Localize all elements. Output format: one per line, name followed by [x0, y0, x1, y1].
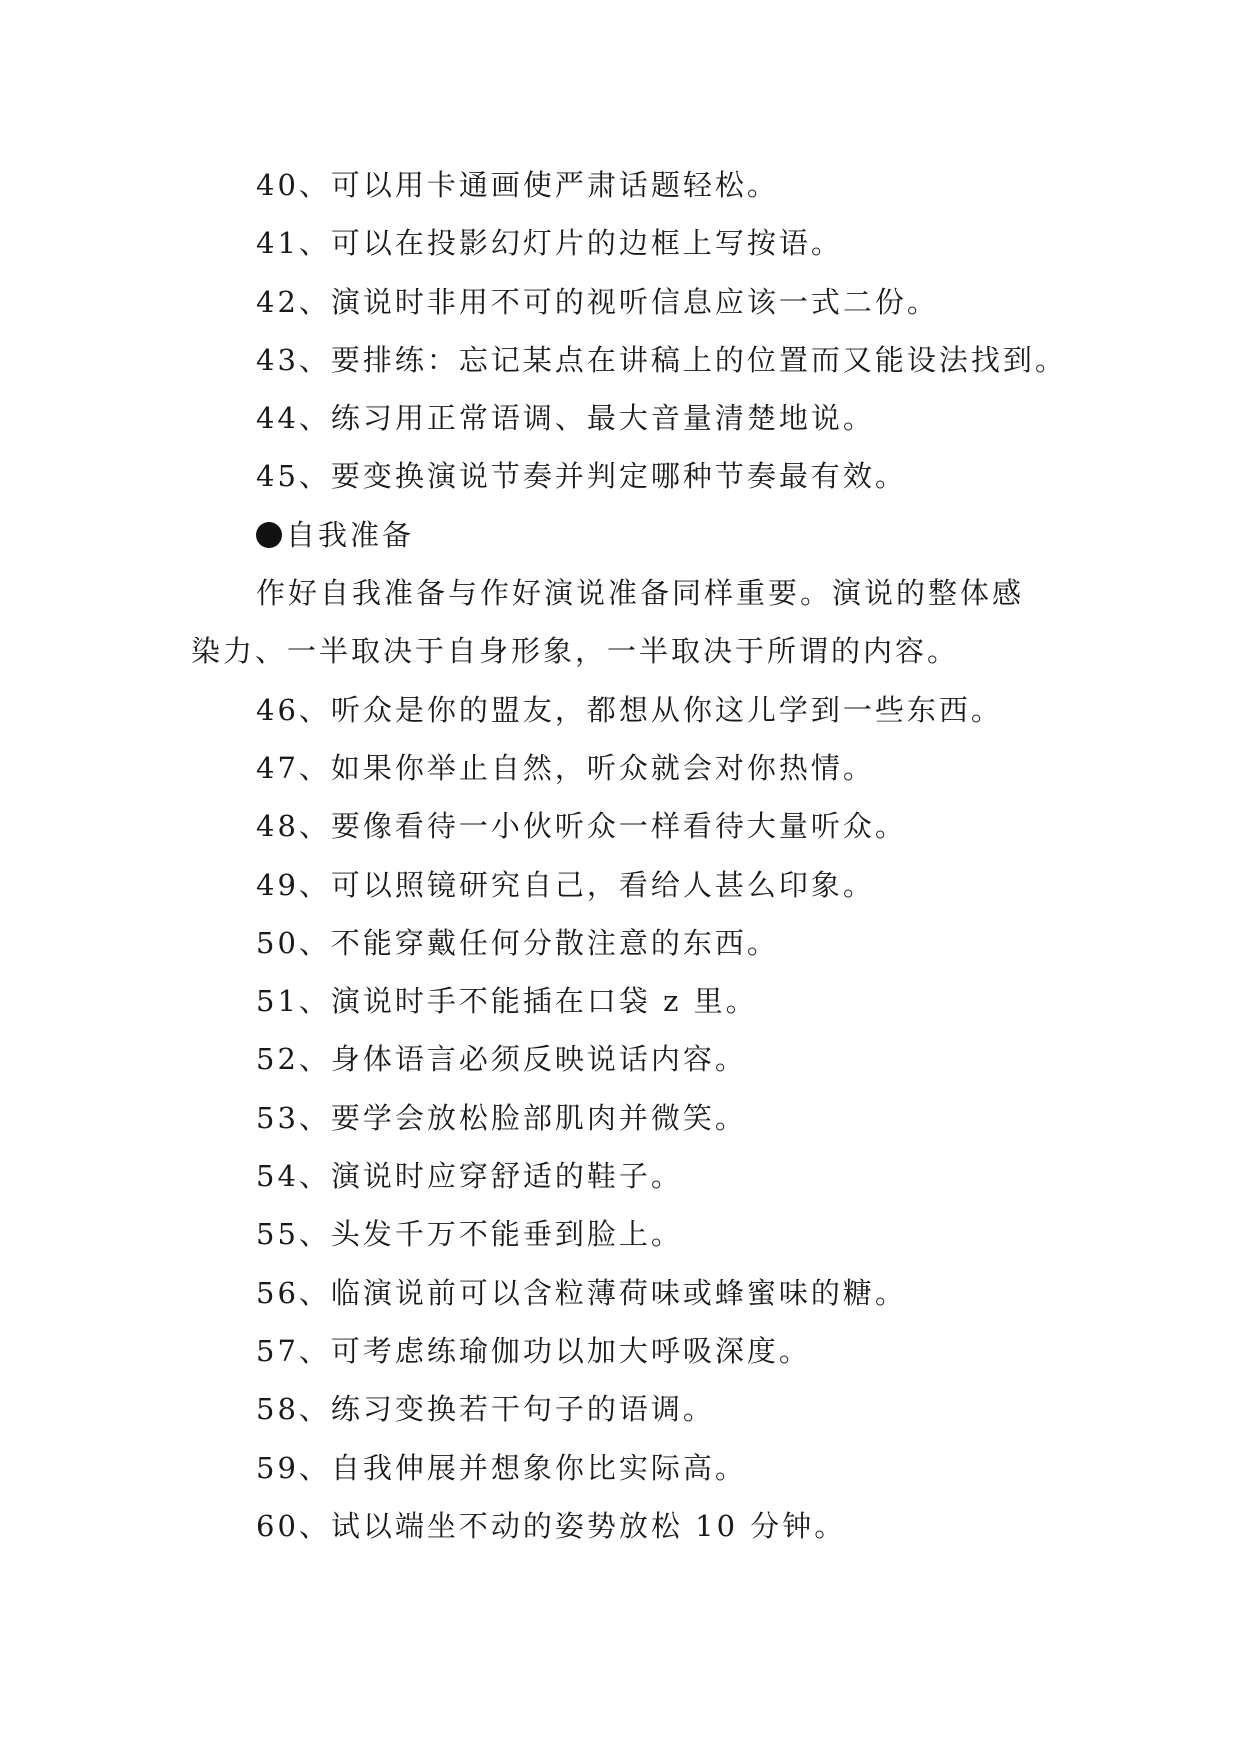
- list-item: 60、试以端坐不动的姿势放松 10 分钟。: [256, 1508, 847, 1543]
- paragraph-line: 染力、一半取决于自身形象，一半取决于所谓的内容。: [191, 634, 960, 669]
- list-item: 52、身体语言必须反映说话内容。: [256, 1042, 747, 1077]
- section-heading: [191, 506, 1071, 564]
- list-item: 51、演说时手不能插在口袋 z 里。: [256, 984, 758, 1019]
- list-item: 53、要学会放松脸部肌肉并微笑。: [256, 1100, 747, 1135]
- list-item: 55、头发千万不能垂到脸上。: [256, 1217, 683, 1252]
- list-item: 45、要变换演说节奏并判定哪种节奏最有效。: [256, 459, 907, 494]
- list-item: 42、演说时非用不可的视听信息应该一式二份。: [256, 284, 939, 319]
- list-item: 44、练习用正常语调、最大音量清楚地说。: [256, 401, 875, 436]
- document-body: [191, 156, 1071, 1555]
- list-item: 43、要排练：忘记某点在讲稿上的位置而又能设法找到。: [256, 342, 1067, 377]
- list-item: 49、可以照镜研究自己，看给人甚么印象。: [256, 867, 875, 902]
- list-item: 54、演说时应穿舒适的鞋子。: [256, 1159, 683, 1194]
- list-item: 58、练习变换若干句子的语调。: [256, 1392, 715, 1427]
- list-item: 47、如果你举止自然，听众就会对你热情。: [256, 750, 875, 785]
- list-item: 40、可以用卡通画使严肃话题轻松。: [256, 168, 779, 202]
- paragraph-line: 作好自我准备与作好演说准备同样重要。演说的整体感: [256, 576, 1025, 611]
- list-item: 57、可考虑练瑜伽功以加大呼吸深度。: [256, 1333, 811, 1368]
- bullet-icon: [256, 522, 282, 548]
- list-item: 59、自我伸展并想象你比实际高。: [256, 1450, 747, 1485]
- list-item: 48、要像看待一小伙听众一样看待大量听众。: [256, 809, 907, 844]
- list-item: 46、听众是你的盟友，都想从你这儿学到一些东西。: [256, 692, 1003, 727]
- list-item: 50、不能穿戴任何分散注意的东西。: [256, 925, 779, 960]
- list-item: 56、临演说前可以含粒薄荷味或蜂蜜味的糖。: [256, 1275, 907, 1310]
- list-item: 41、可以在投影幻灯片的边框上写按语。: [256, 226, 843, 261]
- section-title: 自我准备: [286, 517, 415, 552]
